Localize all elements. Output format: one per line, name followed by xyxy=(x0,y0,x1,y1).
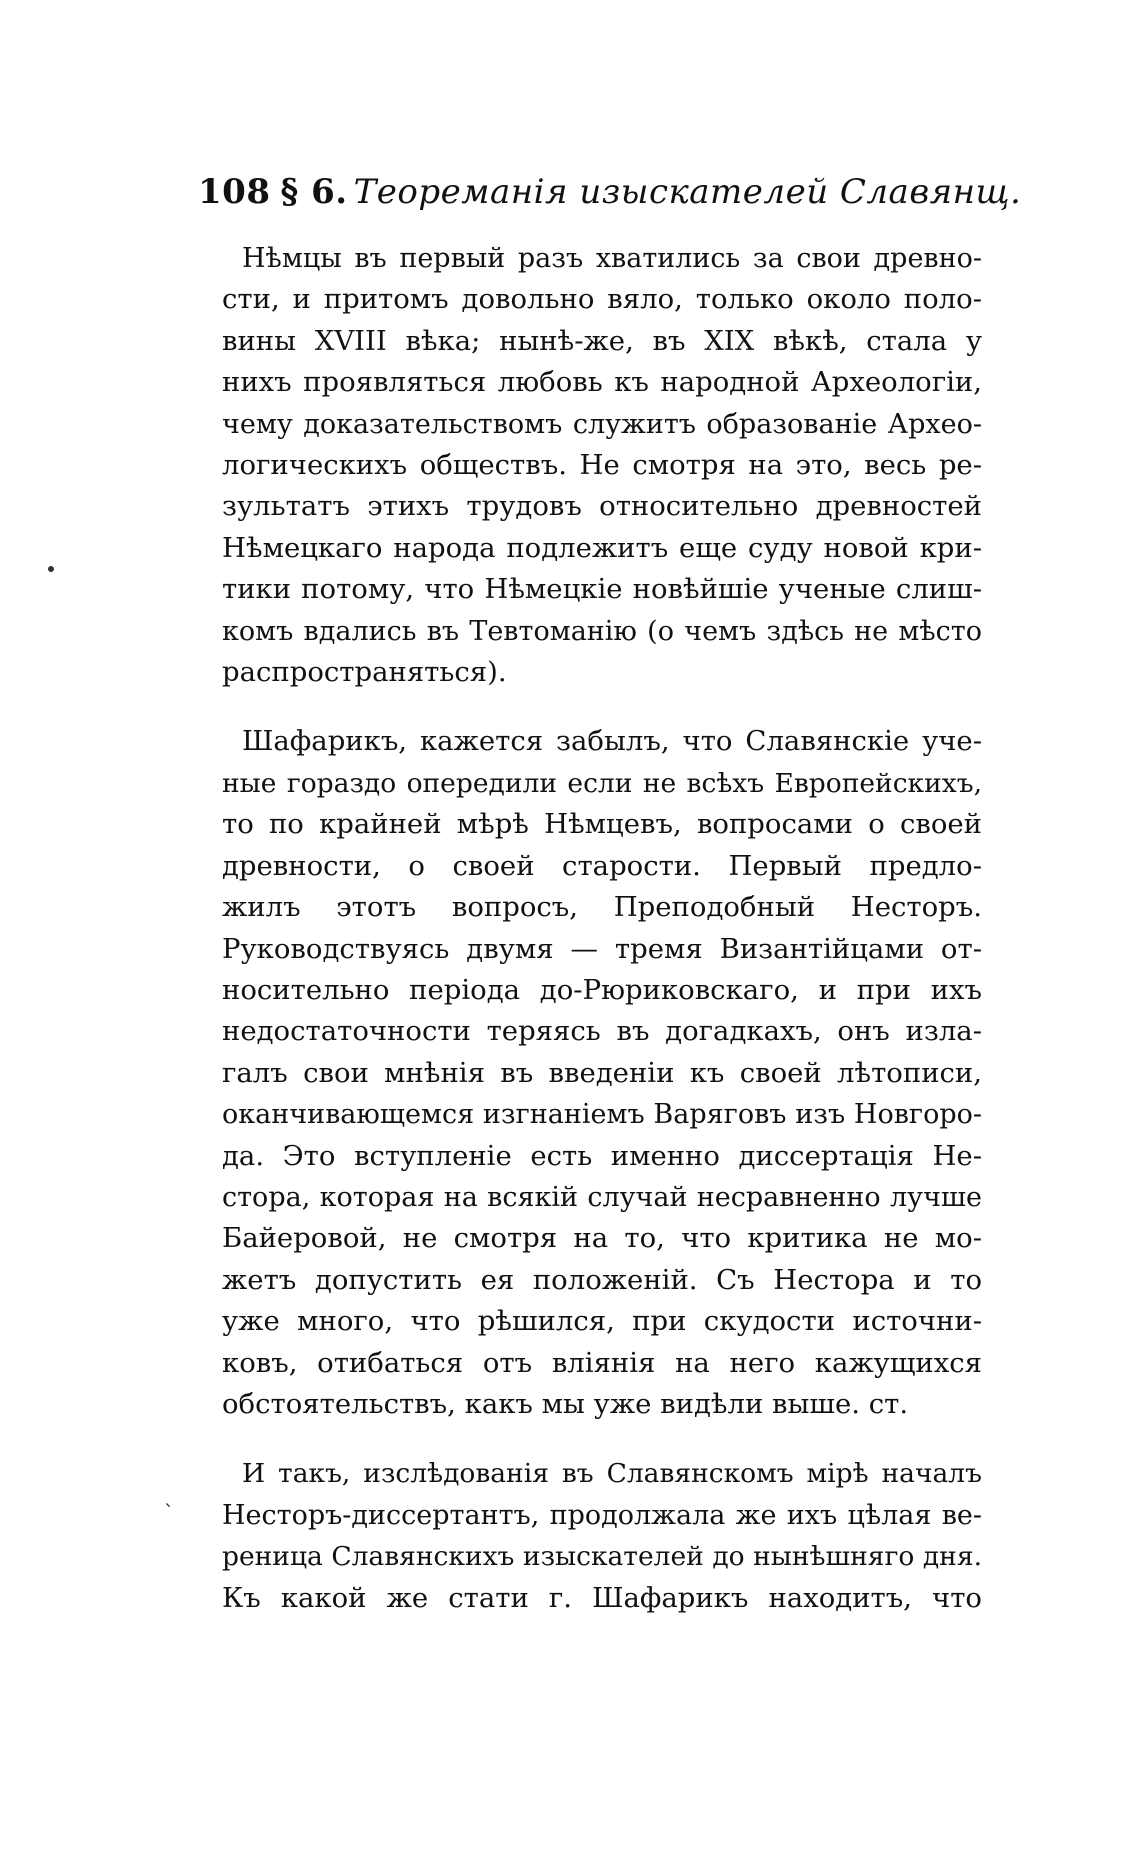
text-line: жетъ допустить ея положеній. Съ Нестора и то xyxy=(222,1263,982,1296)
scan-speck xyxy=(48,566,54,572)
text-line: галъ свои мнѣнія въ введеніи къ своей лѣтописи, xyxy=(222,1056,982,1089)
text-line: стора, которая на всякій случай несравненно лучше xyxy=(222,1181,982,1213)
text-line: Несторъ-диссертантъ, продолжала же ихъ цѣлая ве- xyxy=(222,1499,982,1531)
text-line: Къ какой же стати г. Шафарикъ находитъ, что xyxy=(222,1581,982,1614)
running-header xyxy=(198,172,1022,222)
text-line: распространяться). xyxy=(222,656,507,689)
text-line: Руководствуясь двумя — тремя Византійцами от- xyxy=(222,932,982,965)
text-line: да. Это вступленіе есть именно диссертація Не- xyxy=(222,1139,982,1172)
paragraph-1 xyxy=(222,238,982,693)
text-line: недостаточности теряясь въ догадкахъ, онъ изла- xyxy=(222,1015,982,1048)
page-number: 108 xyxy=(198,172,271,212)
text-line: носительно періода до-Рюриковскаго, и при ихъ xyxy=(222,973,982,1006)
text-line: Шафарикъ, кажется забылъ, что Славянскіе уче- xyxy=(242,725,982,758)
text-line: обстоятельствъ, какъ мы уже видѣли выше. ст. xyxy=(222,1387,909,1420)
text-line: оканчивающемся изгнаніемъ Варяговъ изъ Новгоро- xyxy=(222,1099,982,1131)
text-line: реница Славянскихъ изыскателей до нынѣшняго дня. xyxy=(222,1541,982,1573)
text-line: нихъ проявляться любовь къ народной Археологіи, xyxy=(222,366,982,399)
text-line: Нѣмецкаго народа подлежитъ еще суду новой кри- xyxy=(222,531,982,564)
paragraph-3 xyxy=(222,1453,982,1619)
scan-mark: ˋ xyxy=(164,1500,174,1524)
text-line: ные гораздо опередили если не всѣхъ Европейскихъ, xyxy=(222,767,982,799)
text-line: Нѣмцы въ первый разъ хватились за свои древно- xyxy=(242,243,982,274)
text-line: сти, и притомъ довольно вяло, только около поло- xyxy=(222,283,982,316)
running-title: Теореманія изыскателей Славянщ. xyxy=(353,172,1022,212)
text-line: чему доказательствомъ служитъ образованіе Архео- xyxy=(222,408,982,440)
text-line: ковъ, отибаться отъ вліянія на него кажущихся xyxy=(222,1346,982,1379)
section-number: § 6. xyxy=(280,172,348,212)
text-line: уже много, что рѣшился, при скудости источни- xyxy=(222,1305,982,1338)
text-line: Байеровой, не смотря на то, что критика не мо- xyxy=(222,1222,982,1255)
body-text xyxy=(222,238,982,1619)
paragraph-2 xyxy=(222,721,982,1425)
text-line: комъ вдались въ Тевтоманію (о чемъ здѣсь не мѣсто xyxy=(222,615,982,647)
text-line: вины XVIII вѣка; нынѣ-же, въ XIX вѣкѣ, стала у xyxy=(222,324,982,357)
text-line: И такъ, изслѣдованія въ Славянскомъ мірѣ началъ xyxy=(242,1458,982,1490)
text-line: древности, о своей старости. Первый предло- xyxy=(222,849,982,882)
text-line: то по крайней мѣрѣ Нѣмцевъ, вопросами о своей xyxy=(222,808,982,841)
text-line: зультатъ этихъ трудовъ относительно древностей xyxy=(222,490,982,523)
text-line: жилъ этотъ вопросъ, Преподобный Несторъ. xyxy=(222,891,982,924)
text-line: логическихъ обществъ. Не смотря на это, весь ре- xyxy=(222,449,982,482)
text-line: тики потому, что Нѣмецкіе новѣйшіе ученые слиш- xyxy=(222,573,982,606)
